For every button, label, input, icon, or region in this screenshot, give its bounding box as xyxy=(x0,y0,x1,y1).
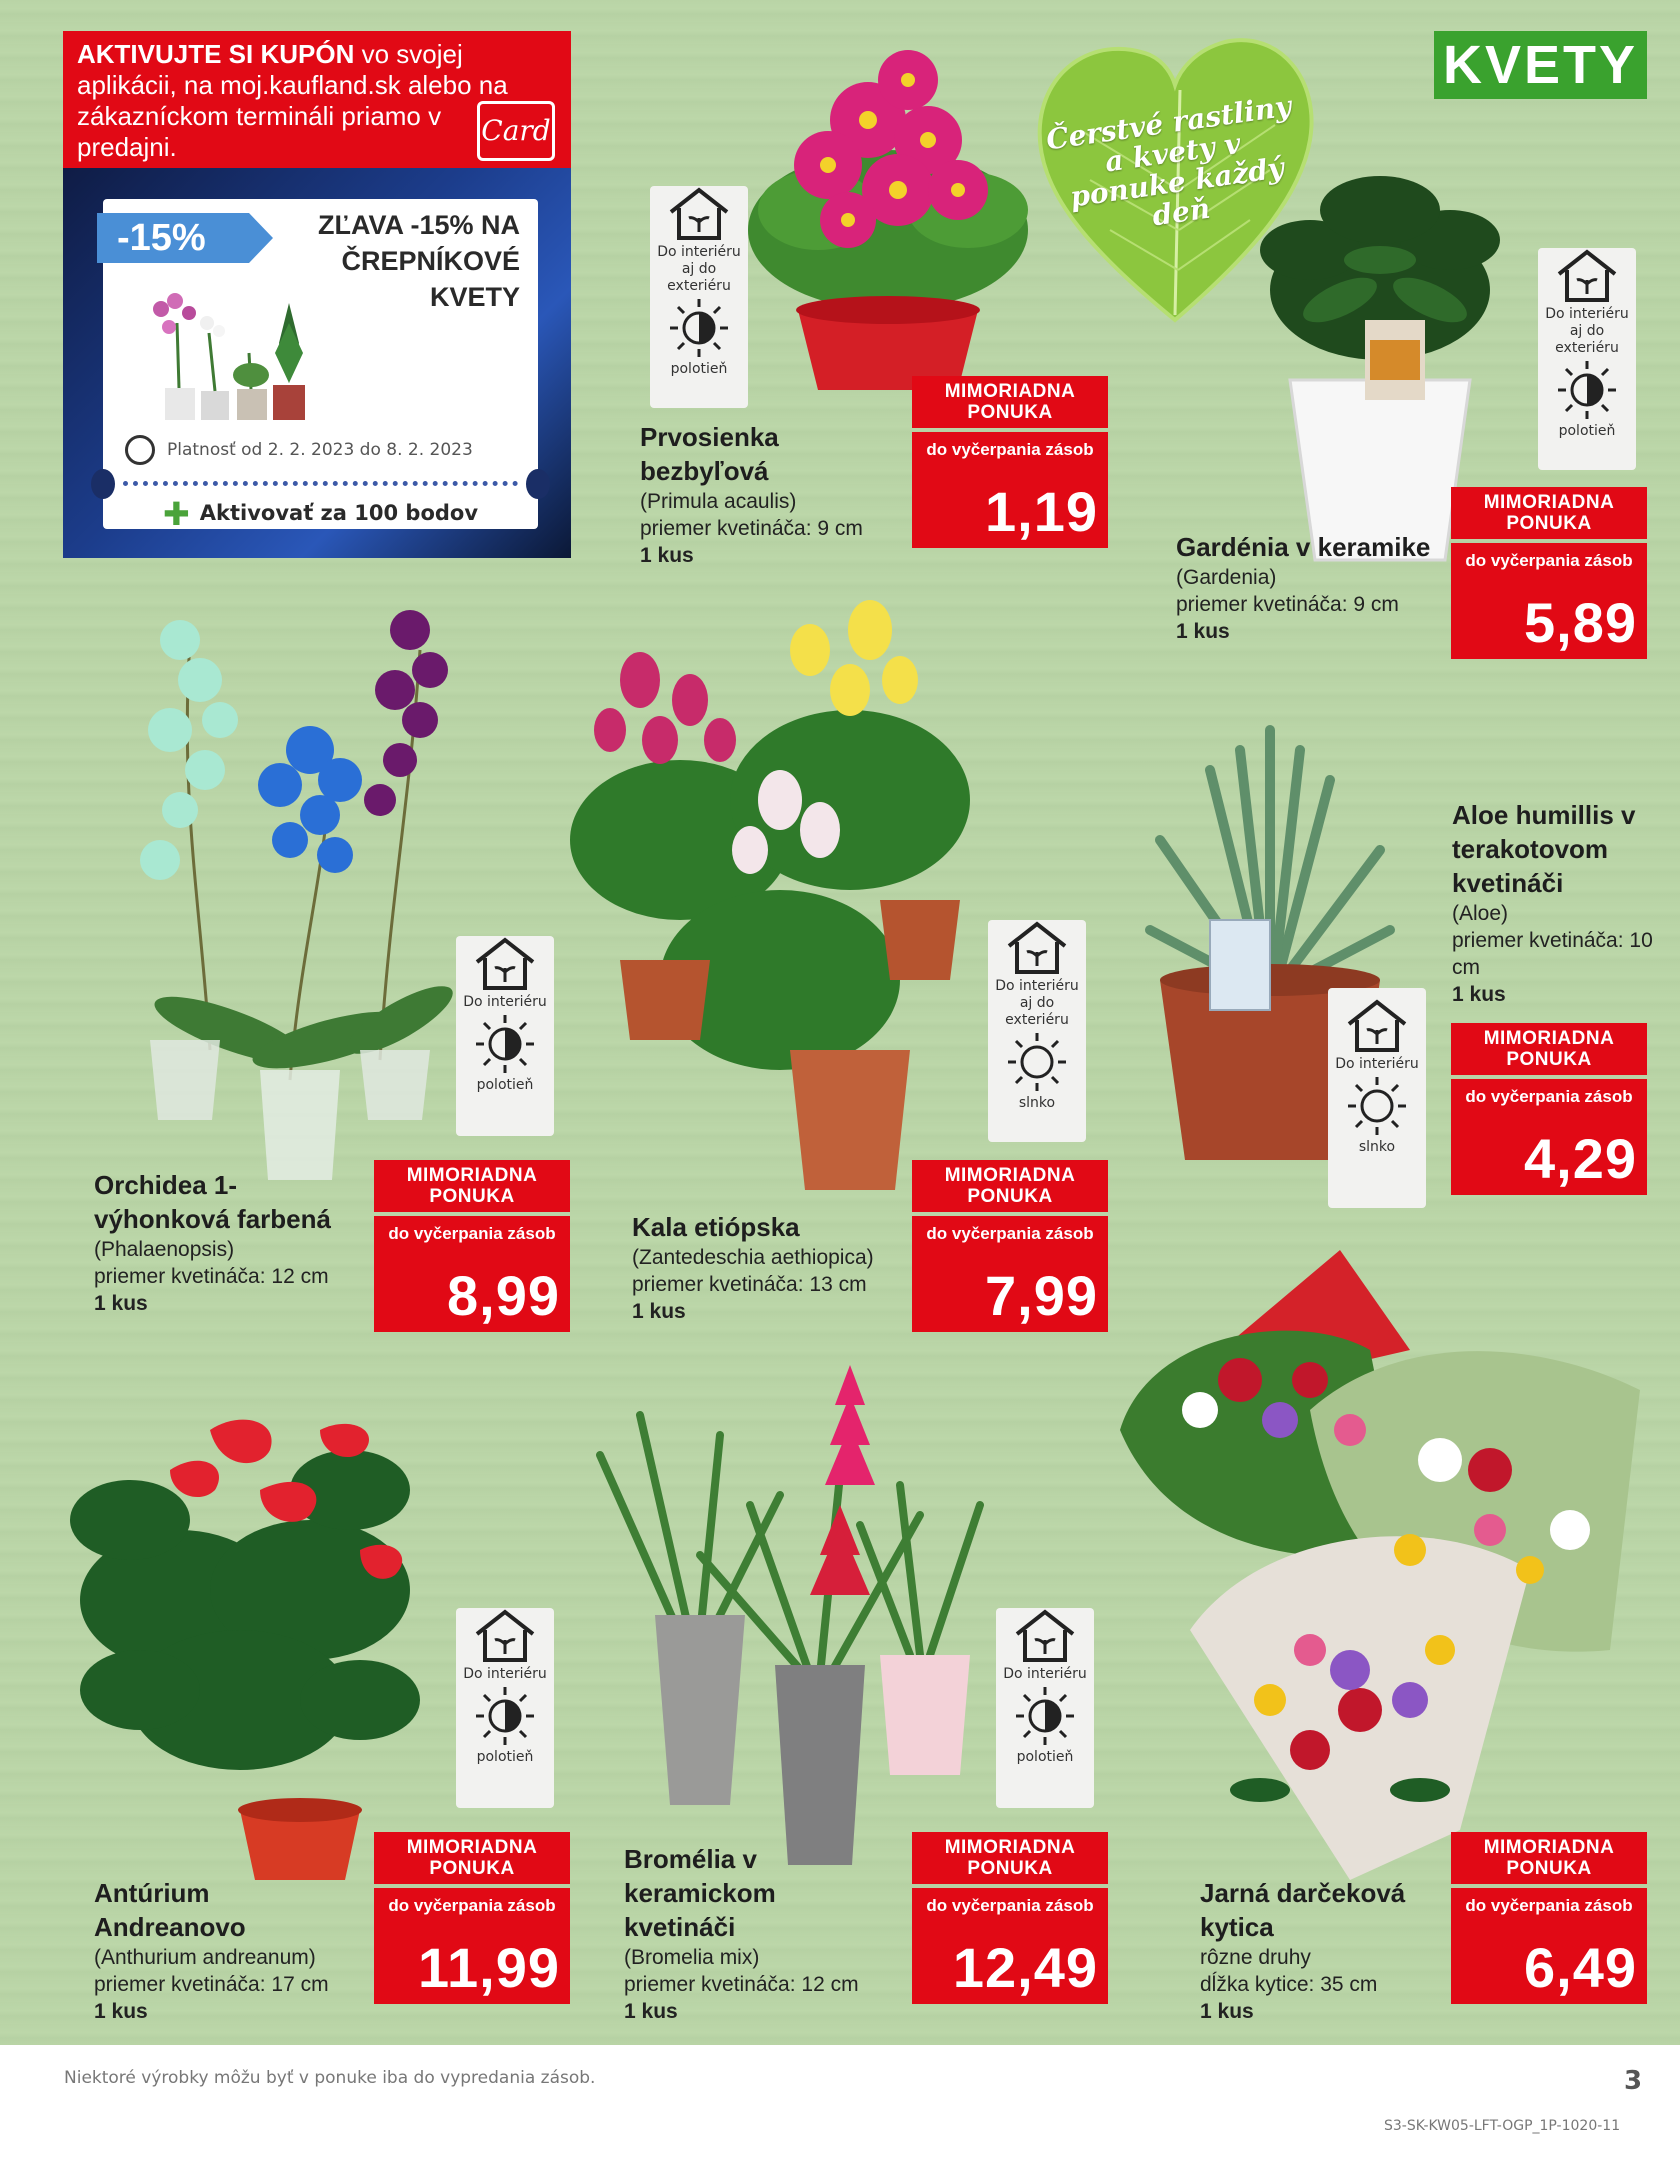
product-size: priemer kvetináča: 12 cm xyxy=(624,1973,859,1996)
product-name: Aloe humillis v terakotovom kvetináči xyxy=(1452,800,1636,898)
coupon-banner[interactable] xyxy=(63,31,571,558)
care-info-primrose: Do interiéru aj do exteriéru polotieň xyxy=(650,186,748,408)
orchid-image xyxy=(140,600,460,1190)
promo-label: MIMORIADNA PONUKA xyxy=(1451,487,1647,539)
price: 4,29 xyxy=(1524,1127,1637,1190)
activate-coupon-button[interactable]: ✚ Aktivovať za 100 bodov xyxy=(162,495,479,533)
product-size: dĺžka kytice: 35 cm xyxy=(1200,1973,1378,1996)
promo-note: do vyčerpania zásob xyxy=(1465,1087,1633,1106)
care-info-bromelia: Do interiéru polotieň xyxy=(996,1608,1094,1808)
disclaimer: Niektoré výrobky môžu byť v ponuke iba do vypredania zásob. xyxy=(64,2068,596,2088)
care-info-calla: Do interiéru aj do exteriéru slnko xyxy=(988,920,1086,1142)
product-size: priemer kvetináča: 13 cm xyxy=(632,1273,867,1296)
product-name: Antúrium Andreanovo xyxy=(94,1878,246,1942)
price: 7,99 xyxy=(985,1264,1098,1327)
discount-badge: -15% xyxy=(97,213,249,263)
page-number: 3 xyxy=(1624,2066,1643,2096)
sun-icon xyxy=(1004,1029,1070,1095)
price-tag-anthurium xyxy=(374,1832,570,2004)
promo-note: do vyčerpania zásob xyxy=(1465,551,1633,570)
house-plant-icon xyxy=(1345,998,1409,1056)
card-logo: Card xyxy=(477,101,555,161)
product-name: Bromélia v keramickom kvetináči xyxy=(624,1844,776,1942)
product-gardenia xyxy=(1176,530,1436,645)
product-latin: (Primula acaulis) xyxy=(640,490,797,513)
timer-icon xyxy=(125,435,155,465)
product-variety: rôzne druhy xyxy=(1200,1946,1311,1969)
price-tag-aloe xyxy=(1451,1023,1647,1195)
product-name: Jarná darčeková kytica xyxy=(1200,1878,1406,1942)
product-name: Kala etiópska xyxy=(632,1212,800,1242)
product-latin: (Aloe) xyxy=(1452,902,1509,925)
plus-icon: ✚ xyxy=(162,495,190,533)
half-shade-icon xyxy=(1012,1683,1078,1749)
half-shade-icon xyxy=(472,1683,538,1749)
price-tag-gardenia xyxy=(1451,487,1647,659)
product-qty: 1 kus xyxy=(1200,2000,1254,2023)
promo-label: MIMORIADNA PONUKA xyxy=(912,376,1108,428)
house-plant-icon xyxy=(1005,920,1069,978)
price: 6,49 xyxy=(1524,1936,1637,1999)
coupon-instructions: AKTIVUJTE SI KUPÓN vo svojej aplikácii, na moj.kaufland.sk alebo na zákazníckom termináli priamo v predajni. xyxy=(77,39,508,162)
price-tag-primrose xyxy=(912,376,1108,548)
care-info-aloe: Do interiéru slnko xyxy=(1328,988,1426,1208)
product-primrose xyxy=(640,420,900,569)
product-size: priemer kvetináča: 10 cm xyxy=(1452,929,1653,979)
product-name: Orchidea 1-výhonková farbená xyxy=(94,1170,331,1234)
product-name: Prvosienka bezbyľová xyxy=(640,422,779,486)
anthurium-image xyxy=(60,1370,430,1890)
promo-note: do vyčerpania zásob xyxy=(926,1224,1094,1243)
footer-band xyxy=(0,2045,1680,2160)
product-name: Gardénia v keramike xyxy=(1176,532,1431,562)
print-code: S3-SK-KW05-LFT-OGP_1P-1020-11 xyxy=(1384,2118,1621,2134)
product-qty: 1 kus xyxy=(94,2000,148,2023)
validity-text: Platnosť od 2. 2. 2023 do 8. 2. 2023 xyxy=(125,435,473,465)
product-qty: 1 kus xyxy=(1176,620,1230,643)
promo-label: MIMORIADNA PONUKA xyxy=(912,1160,1108,1212)
coupon-title: ZĽAVA -15% NA ČREPNÍKOVÉ KVETY xyxy=(317,210,520,312)
product-qty: 1 kus xyxy=(94,1292,148,1315)
bromelia-image xyxy=(580,1355,1000,1875)
promo-label: MIMORIADNA PONUKA xyxy=(374,1832,570,1884)
care-info-gardenia: Do interiéru aj do exteriéru polotieň xyxy=(1538,248,1636,470)
price-tag-calla xyxy=(912,1160,1108,1332)
price-tag-bromelia xyxy=(912,1832,1108,2004)
product-latin: (Gardenia) xyxy=(1176,566,1277,589)
price: 5,89 xyxy=(1524,591,1637,654)
price: 1,19 xyxy=(985,480,1098,543)
promo-note: do vyčerpania zásob xyxy=(388,1896,556,1915)
category-label: KVETY xyxy=(1434,31,1647,99)
care-info-anthurium: Do interiéru polotieň xyxy=(456,1608,554,1808)
product-size: priemer kvetináča: 12 cm xyxy=(94,1265,329,1288)
product-size: priemer kvetináča: 17 cm xyxy=(94,1973,329,1996)
half-shade-icon xyxy=(472,1011,538,1077)
coupon-ticket[interactable] xyxy=(103,199,538,533)
house-plant-icon xyxy=(473,1608,537,1666)
bouquet-image xyxy=(1110,1230,1650,1890)
product-latin: (Phalaenopsis) xyxy=(94,1238,235,1261)
calla-lily-image xyxy=(550,600,980,1200)
ticket-divider xyxy=(123,481,518,486)
product-anthurium xyxy=(94,1876,364,2025)
house-plant-icon xyxy=(1555,248,1619,306)
product-bromelia xyxy=(624,1842,894,2025)
product-qty: 1 kus xyxy=(640,544,694,567)
primrose-image xyxy=(718,40,1048,400)
product-aloe xyxy=(1452,798,1662,1008)
heart-slogan: Čerstvé rastliny a kvety v ponuke každý deň xyxy=(1044,89,1294,233)
price: 12,49 xyxy=(952,1936,1098,1999)
product-qty: 1 kus xyxy=(624,2000,678,2023)
product-qty: 1 kus xyxy=(1452,983,1506,1006)
product-size: priemer kvetináča: 9 cm xyxy=(640,517,863,540)
half-shade-icon xyxy=(1554,357,1620,423)
product-latin: (Zantedeschia aethiopica) xyxy=(632,1246,874,1269)
promo-label: MIMORIADNA PONUKA xyxy=(912,1832,1108,1884)
half-shade-icon xyxy=(666,295,732,361)
promo-label: MIMORIADNA PONUKA xyxy=(1451,1023,1647,1075)
house-plant-icon xyxy=(473,936,537,994)
price: 11,99 xyxy=(417,1936,560,1999)
price-tag-bouquet xyxy=(1451,1832,1647,2004)
care-info-orchid: Do interiéru polotieň xyxy=(456,936,554,1136)
promo-note: do vyčerpania zásob xyxy=(1465,1896,1633,1915)
product-qty: 1 kus xyxy=(632,1300,686,1323)
product-latin: (Anthurium andreanum) xyxy=(94,1946,316,1969)
product-calla xyxy=(632,1210,902,1325)
house-plant-icon xyxy=(1013,1608,1077,1666)
promo-note: do vyčerpania zásob xyxy=(926,440,1094,459)
promo-label: MIMORIADNA PONUKA xyxy=(1451,1832,1647,1884)
product-size: priemer kvetináča: 9 cm xyxy=(1176,593,1399,616)
promo-note: do vyčerpania zásob xyxy=(926,1896,1094,1915)
price: 8,99 xyxy=(447,1264,560,1327)
product-orchid xyxy=(94,1168,364,1317)
promo-label: MIMORIADNA PONUKA xyxy=(374,1160,570,1212)
house-plant-icon xyxy=(667,186,731,244)
product-latin: (Bromelia mix) xyxy=(624,1946,760,1969)
price-tag-orchid xyxy=(374,1160,570,1332)
sun-icon xyxy=(1344,1073,1410,1139)
coupon-plants-image xyxy=(139,283,329,423)
product-bouquet xyxy=(1200,1876,1450,2025)
promo-note: do vyčerpania zásob xyxy=(388,1224,556,1243)
